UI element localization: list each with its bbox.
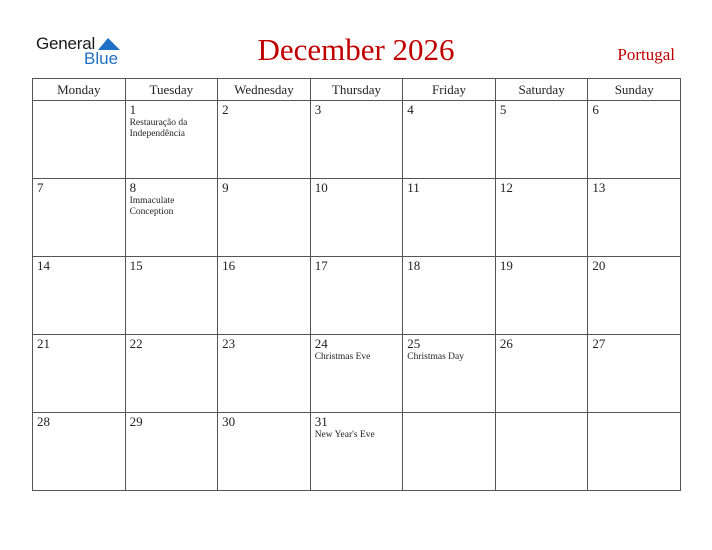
day-number: 12 — [499, 180, 513, 195]
day-cell-content — [311, 335, 403, 363]
day-cell-content — [126, 257, 218, 273]
day-cell-content — [218, 257, 310, 273]
day-number: 9 — [222, 180, 229, 195]
day-cell — [33, 257, 126, 335]
day-number: 2 — [222, 102, 229, 117]
day-cell-content — [126, 335, 218, 351]
day-number: 6 — [592, 102, 599, 117]
day-cell-content — [126, 179, 218, 218]
day-cell — [310, 257, 403, 335]
week-row — [33, 257, 681, 335]
day-cell — [310, 335, 403, 413]
day-cell — [310, 179, 403, 257]
day-cell — [125, 257, 218, 335]
country-name: Portugal — [617, 45, 675, 64]
weekday-header: Monday — [33, 79, 126, 101]
day-cell-content — [496, 179, 588, 195]
day-cell-content — [311, 257, 403, 273]
day-cell — [125, 335, 218, 413]
holiday-label: Restauração da Independência — [129, 118, 188, 139]
day-number: 1 — [129, 102, 137, 117]
day-cell-content — [403, 257, 495, 273]
day-number: 22 — [129, 336, 143, 351]
day-cell-content — [33, 413, 125, 429]
day-cell — [218, 257, 311, 335]
day-cell-content — [496, 413, 588, 414]
day-cell — [218, 179, 311, 257]
day-number: 26 — [499, 336, 513, 351]
holiday-label: Immaculate Conception — [129, 196, 175, 217]
day-cell-content — [588, 335, 680, 351]
day-cell-content — [33, 335, 125, 351]
day-number: 27 — [592, 336, 606, 351]
holiday-label: Christmas Day — [407, 352, 464, 362]
day-cell — [403, 179, 496, 257]
logo-word-blue: Blue — [84, 49, 119, 68]
day-cell — [403, 101, 496, 179]
day-cell-content — [126, 413, 218, 429]
day-cell — [33, 101, 126, 179]
day-number: 28 — [37, 414, 50, 429]
calendar-grid — [32, 78, 681, 491]
day-cell-content — [403, 413, 495, 414]
day-cell — [33, 335, 126, 413]
day-number: 14 — [37, 258, 50, 273]
day-cell-content — [33, 101, 125, 102]
day-number: 19 — [499, 258, 513, 273]
day-number: 5 — [499, 102, 507, 117]
day-cell-content — [403, 179, 495, 195]
day-cell — [495, 179, 588, 257]
day-cell-content — [126, 101, 218, 140]
day-number: 18 — [407, 258, 421, 273]
weekday-header-row — [33, 79, 681, 101]
day-number: 24 — [314, 336, 328, 351]
day-cell — [125, 101, 218, 179]
day-cell-content — [496, 101, 588, 117]
day-cell-content — [311, 413, 403, 441]
day-number: 15 — [129, 258, 143, 273]
weekday-header: Friday — [403, 79, 496, 101]
day-number: 17 — [314, 258, 328, 273]
day-number: 30 — [222, 414, 236, 429]
day-number: 3 — [314, 102, 322, 117]
day-cell-content — [403, 101, 495, 117]
day-number: 21 — [37, 336, 50, 351]
weekday-header: Tuesday — [125, 79, 218, 101]
week-row — [33, 179, 681, 257]
week-row — [33, 101, 681, 179]
day-cell-content — [588, 257, 680, 273]
day-cell-content — [33, 179, 125, 195]
day-cell-content — [218, 179, 310, 195]
day-cell-content — [588, 101, 680, 117]
day-number: 11 — [407, 180, 420, 195]
day-cell — [310, 101, 403, 179]
day-cell-content — [33, 257, 125, 273]
day-cell — [218, 335, 311, 413]
week-row — [33, 335, 681, 413]
day-number: 20 — [592, 258, 606, 273]
day-number: 23 — [222, 336, 236, 351]
day-number: 16 — [222, 258, 236, 273]
day-cell-content — [588, 179, 680, 195]
logo-word-general: General — [36, 34, 96, 53]
day-cell-content — [588, 413, 680, 414]
weekday-header: Wednesday — [218, 79, 311, 101]
day-number: 7 — [37, 180, 44, 195]
day-number: 10 — [314, 180, 328, 195]
day-cell — [310, 413, 403, 491]
day-cell — [495, 257, 588, 335]
day-cell — [588, 413, 681, 491]
day-cell — [403, 257, 496, 335]
day-cell-content — [403, 335, 495, 363]
day-cell-content — [218, 413, 310, 429]
day-number: 29 — [129, 414, 143, 429]
day-cell — [588, 335, 681, 413]
day-cell — [495, 335, 588, 413]
day-cell-content — [218, 335, 310, 351]
weekday-header: Sunday — [588, 79, 681, 101]
day-cell — [33, 179, 126, 257]
day-cell — [403, 413, 496, 491]
holiday-label: New Year's Eve — [314, 430, 375, 440]
day-number: 8 — [129, 180, 137, 195]
day-cell-content — [311, 101, 403, 117]
day-cell — [495, 413, 588, 491]
day-cell — [33, 413, 126, 491]
day-number: 4 — [407, 102, 414, 117]
day-cell — [403, 335, 496, 413]
week-row — [33, 413, 681, 491]
weekday-header: Thursday — [310, 79, 403, 101]
day-number: 13 — [592, 180, 606, 195]
day-cell-content — [496, 257, 588, 273]
day-cell — [218, 101, 311, 179]
day-cell — [495, 101, 588, 179]
holiday-label: Christmas Eve — [314, 352, 371, 362]
day-cell — [218, 413, 311, 491]
weekday-header: Saturday — [495, 79, 588, 101]
day-cell — [125, 179, 218, 257]
day-cell-content — [218, 101, 310, 117]
day-cell — [588, 257, 681, 335]
calendar-body — [33, 101, 681, 491]
day-number: 31 — [314, 414, 328, 429]
day-cell-content — [496, 335, 588, 351]
day-cell — [125, 413, 218, 491]
day-cell-content — [311, 179, 403, 195]
day-cell — [588, 101, 681, 179]
calendar-title: December 2026 — [257, 32, 455, 67]
day-number: 25 — [407, 336, 421, 351]
day-cell — [588, 179, 681, 257]
